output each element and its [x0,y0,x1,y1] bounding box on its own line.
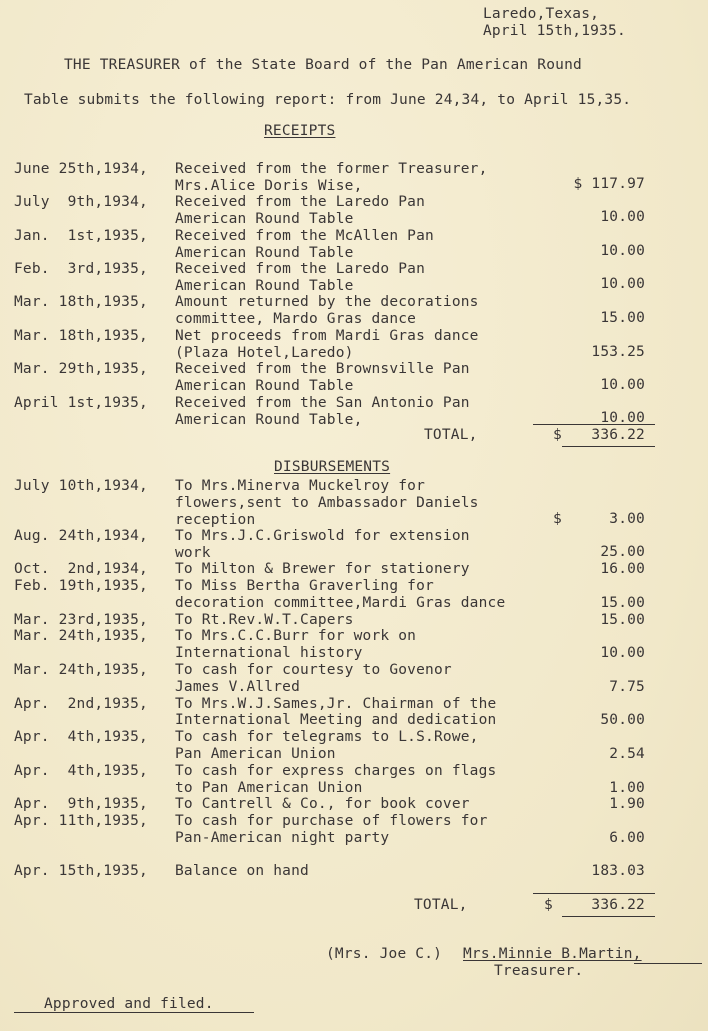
receipt-desc: Received from the Laredo Pan [175,261,426,277]
disbursement-desc: To Rt.Rev.W.T.Capers [175,612,354,628]
approved-rule [14,1012,254,1013]
receipt-desc: Received from the San Antonio Pan [175,395,470,411]
disbursement-amount: 25.00 [600,544,645,560]
disbursement-date: Apr. 2nd,1935, [14,696,148,712]
receipt-date: April 1st,1935, [14,395,148,411]
disbursement-desc: To cash for courtesy to Govenor [175,662,452,678]
disbursement-desc: Pan-American night party [175,830,390,846]
receipt-desc: American Round Table, [175,412,363,428]
disbursement-amount: 1.00 [609,780,645,796]
receipts-total-amount: 336.22 [591,427,645,443]
total-rule [533,424,655,425]
disbursement-amount: 7.75 [609,679,645,695]
disbursement-date: Apr. 4th,1935, [14,763,148,779]
disbursement-desc: To cash for telegrams to L.S.Rowe, [175,729,479,745]
receipt-desc: American Round Table [175,278,354,294]
total-rule [533,893,655,894]
disbursement-amount: 6.00 [609,830,645,846]
receipts-heading: RECEIPTS [264,123,336,139]
disbursement-amount: 2.54 [609,746,645,762]
disbursement-desc: Pan American Union [175,746,336,762]
disbursement-amount: 50.00 [600,712,645,728]
receipt-desc: Amount returned by the decorations [175,294,479,310]
disbursement-date: Mar. 24th,1935, [14,662,148,678]
disbursement-desc: To cash for express charges on flags [175,763,497,779]
disbursement-desc: reception [175,512,256,528]
disbursement-desc: To Mrs.C.C.Burr for work on [175,628,417,644]
disbursement-desc: To Miss Bertha Graverling for [175,578,434,594]
disbursements-heading: DISBURSEMENTS [274,459,391,475]
receipt-amount: 10.00 [600,377,645,393]
receipt-date: Mar. 29th,1935, [14,361,148,377]
approved-note: Approved and filed. [44,996,214,1012]
total-rule [562,916,655,917]
receipt-date: June 25th,1934, [14,161,148,177]
receipts-total-dollar: $ [553,427,562,443]
receipt-date: Jan. 1st,1935, [14,228,148,244]
receipt-date: Mar. 18th,1935, [14,328,148,344]
disbursement-desc: To cash for purchase of flowers for [175,813,488,829]
disbursement-desc: to Pan American Union [175,780,363,796]
signature-title: Treasurer. [494,963,584,979]
disbursement-date: Mar. 24th,1935, [14,628,148,644]
disbursement-date: Mar. 23rd,1935, [14,612,148,628]
receipt-desc: American Round Table [175,211,354,227]
disbursement-amount: 3.00 [609,511,645,527]
receipt-desc: Mrs.Alice Doris Wise, [175,178,363,194]
disbursement-desc: To Mrs.Minerva Muckelroy for [175,478,426,494]
receipt-amount: $ 117.97 [573,176,645,192]
receipt-date: Mar. 18th,1935, [14,294,148,310]
disbursement-date: Apr. 11th,1935, [14,813,148,829]
receipt-desc: Net proceeds from Mardi Gras dance [175,328,479,344]
receipt-desc: American Round Table [175,245,354,261]
receipt-desc: Received from the Laredo Pan [175,194,426,210]
header-date: April 15th,1935. [483,23,626,39]
receipt-date: July 9th,1934, [14,194,148,210]
disbursement-desc: Balance on hand [175,863,309,879]
disbursement-desc: flowers,sent to Ambassador Daniels [175,495,479,511]
intro-line-2: Table submits the following report: from June 24,34, to April 15,35. [24,92,632,108]
disbursement-desc: To Cantrell & Co., for book cover [175,796,470,812]
disbursement-dollar: $ [553,511,562,527]
disbursement-amount: 15.00 [600,612,645,628]
receipt-desc: Received from the McAllen Pan [175,228,434,244]
receipt-desc: Received from the Brownsville Pan [175,361,470,377]
disbursement-date: Apr. 9th,1935, [14,796,148,812]
receipt-desc: committee, Mardo Gras dance [175,311,417,327]
disbursement-date: Oct. 2nd,1934, [14,561,148,577]
signature-name: Mrs.Minnie B.Martin, [463,946,642,962]
disbursement-desc: James V.Allred [175,679,301,695]
disbursement-date: Aug. 24th,1934, [14,528,148,544]
receipt-amount: 15.00 [600,310,645,326]
disbursement-amount: 15.00 [600,595,645,611]
disbursement-amount: 1.90 [609,796,645,812]
disbursement-amount: 16.00 [600,561,645,577]
disbursement-desc: To Mrs.J.C.Griswold for extension [175,528,470,544]
header-place: Laredo,Texas, [483,6,600,22]
receipts-total-label: TOTAL, [424,427,478,443]
disbursements-total-label: TOTAL, [414,897,468,913]
disbursement-date: Feb. 19th,1935, [14,578,148,594]
receipt-desc: American Round Table [175,378,354,394]
receipt-amount: 10.00 [600,410,645,426]
disbursement-desc: work [175,545,211,561]
receipt-desc: Received from the former Treasurer, [175,161,488,177]
receipt-amount: 10.00 [600,209,645,225]
disbursement-amount: 183.03 [591,863,645,879]
disbursement-desc: To Milton & Brewer for stationery [175,561,470,577]
receipt-amount: 10.00 [600,276,645,292]
disbursement-desc: International history [175,645,363,661]
receipt-amount: 10.00 [600,243,645,259]
receipt-date: Feb. 3rd,1935, [14,261,148,277]
receipt-desc: (Plaza Hotel,Laredo) [175,345,354,361]
disbursements-total-amount: 336.22 [591,897,645,913]
receipt-amount: 153.25 [591,344,645,360]
disbursement-amount: 10.00 [600,645,645,661]
signature-prefix: (Mrs. Joe C.) [326,946,443,962]
total-rule [562,446,655,447]
disbursement-desc: International Meeting and dedication [175,712,497,728]
disbursement-desc: To Mrs.W.J.Sames,Jr. Chairman of the [175,696,497,712]
disbursement-date: July 10th,1934, [14,478,148,494]
disbursement-desc: decoration committee,Mardi Gras dance [175,595,506,611]
disbursement-date: Apr. 15th,1935, [14,863,148,879]
disbursements-total-dollar: $ [544,897,553,913]
signature-rule [634,963,702,964]
disbursement-date: Apr. 4th,1935, [14,729,148,745]
intro-line-1: THE TREASURER of the State Board of the Pan American Round [64,57,582,73]
